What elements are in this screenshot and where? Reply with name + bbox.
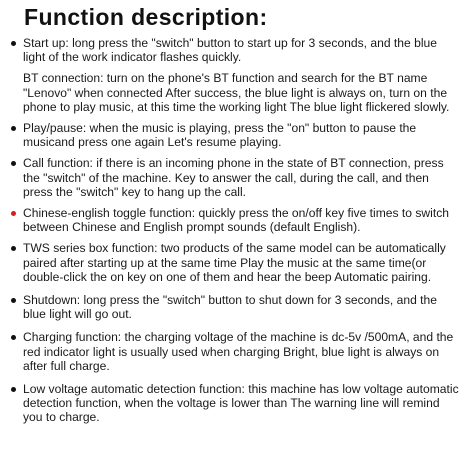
list-item-language-toggle <box>8 206 460 234</box>
bullet-dot-icon <box>11 161 16 166</box>
list-item-shutdown <box>8 293 460 321</box>
bullet-dot-icon <box>11 41 16 46</box>
item-text: Low voltage automatic detection function: this machine has low voltage automatic detection function, when the voltage is lower than The warning line will remind you to charge. <box>23 382 459 425</box>
list-item-bt-connection <box>8 71 460 114</box>
function-list <box>8 36 460 432</box>
list-item-start-up <box>8 36 460 64</box>
item-text: BT connection: turn on the phone's BT function and search for the BT name "Lenovo" when connected After success, the blue light is always on, turn on the phone to play music, at this time the working light The blue light flickered slowly. <box>23 71 450 114</box>
item-text: Chinese-english toggle function: quickly press the on/off key five times to switch between Chinese and English prompt sounds (default English). <box>23 206 449 235</box>
list-item-play-pause <box>8 121 460 149</box>
item-text: Shutdown: long press the "switch" button to shut down for 3 seconds, and the blue light will go out. <box>23 293 437 322</box>
item-text: Charging function: the charging voltage of the machine is dc-5v /500mA, and the red indicator light is usually used when charging Bright, blue light is always on after full charge. <box>23 330 454 373</box>
item-text: Play/pause: when the music is playing, press the "on" button to pause the musicand press one again Let's resume playing. <box>23 121 417 150</box>
item-text: Start up: long press the "switch" button to start up for 3 seconds, and the blue light of the work indicator flashes quickly. <box>23 36 437 65</box>
bullet-dot-icon <box>11 126 16 131</box>
bullet-dot-icon <box>11 335 16 340</box>
page-title: Function description: <box>24 4 268 30</box>
bullet-dot-icon <box>11 387 16 392</box>
list-item-call-function <box>8 156 460 199</box>
list-item-charging-function <box>8 330 460 373</box>
item-text: TWS series box function: two products of the same model can be automatically paired after starting up at the same time Play the music at the same time(or double-click the on key on one of them and hear the beep Automatic pairing. <box>23 241 446 284</box>
bullet-dot-icon <box>11 246 16 251</box>
list-item-low-voltage-detection <box>8 382 460 425</box>
item-text: Call function: if there is an incoming phone in the state of BT connection, press the "switch" of the machine. Key to answer the call, during the call, and then press the "switch" key to hang up the call. <box>23 156 444 199</box>
bullet-dot-red-icon <box>11 211 16 216</box>
bullet-dot-icon <box>11 298 16 303</box>
list-item-tws-function <box>8 241 460 284</box>
